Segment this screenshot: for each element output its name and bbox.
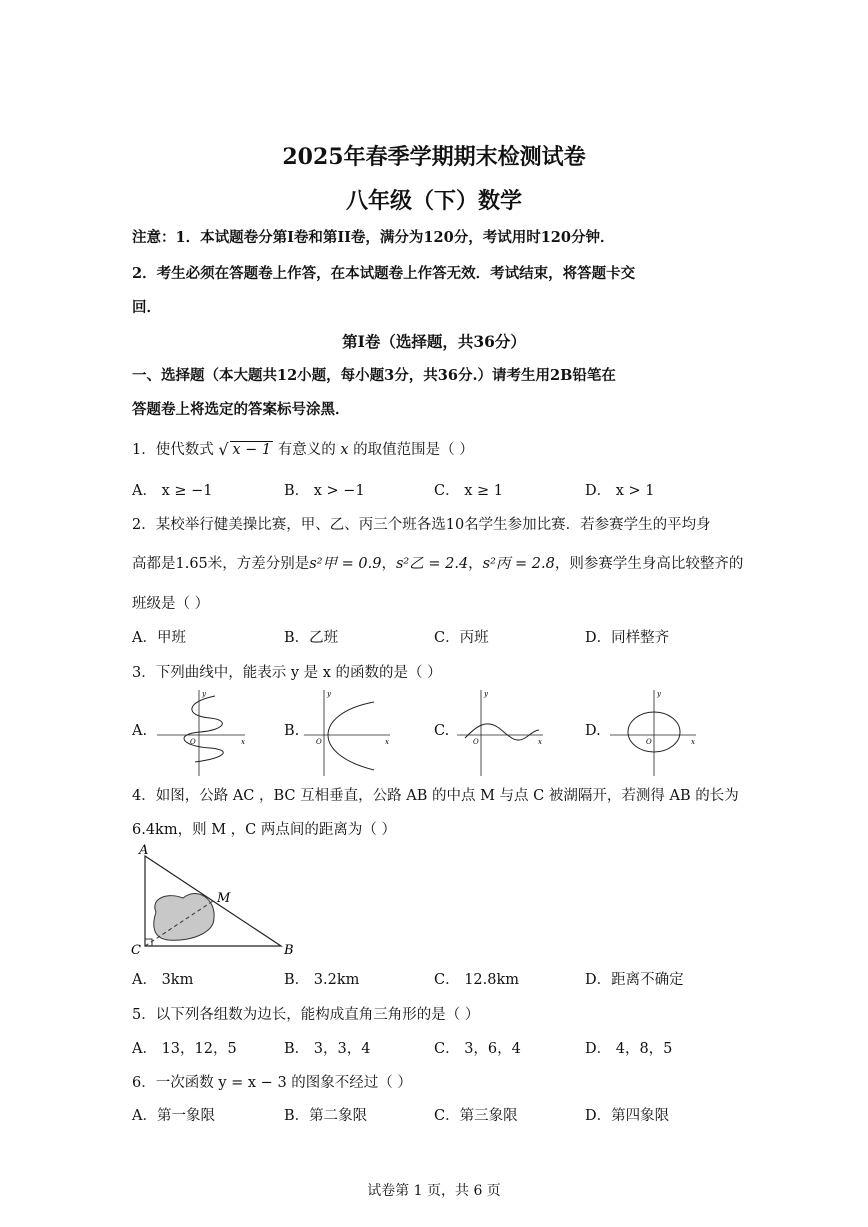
q1-option-c: C． x ≥ 1 xyxy=(434,483,503,499)
q5-option-c: C． 3，6，4 xyxy=(434,1041,521,1057)
question-1 xyxy=(132,438,474,459)
triangle-lake-figure xyxy=(128,842,303,960)
graph-a-origin: O xyxy=(190,738,196,746)
q4-option-a: A． 3km xyxy=(132,972,194,988)
graph-b-x-label: x xyxy=(385,738,389,746)
q3-option-d: D. xyxy=(585,723,601,739)
q6-option-c: C．第三象限 xyxy=(434,1108,518,1124)
notice-line-2: 2．考生必须在答题卷上作答，在本试题卷上作答无效．考试结束，将答题卡交 xyxy=(132,265,636,282)
q4-option-d: D．距离不确定 xyxy=(585,972,684,988)
q4-option-b: B． 3.2km xyxy=(284,972,360,988)
q1-option-b: B． x > −1 xyxy=(284,483,365,499)
label-a: A xyxy=(139,843,149,858)
graph-c-origin: O xyxy=(473,738,479,746)
q2-option-b: B．乙班 xyxy=(284,630,339,646)
q2-option-a: A．甲班 xyxy=(132,630,186,646)
question-4-line-1: 4．如图，公路 AC ，BC 互相垂直，公路 AB 的中点 M 与点 C 被湖隔开，若测得 AB 的长为 xyxy=(132,788,739,804)
graph-c-x-label: x xyxy=(538,738,542,746)
exam-title: 2025年春季学期期末检测试卷 xyxy=(282,144,586,170)
q1-option-d: D． x > 1 xyxy=(585,483,655,499)
graph-a-y-label: y xyxy=(202,690,206,698)
q4-option-c: C． 12.8km xyxy=(434,972,520,988)
graph-b-origin: O xyxy=(316,738,322,746)
q1-option-a: A． x ≥ −1 xyxy=(132,483,213,499)
question-5: 5．以下列各组数为边长，能构成直角三角形的是（ ） xyxy=(132,1007,480,1023)
question-3: 3．下列曲线中，能表示 y 是 x 的函数的是（ ） xyxy=(132,665,442,681)
graph-d-x-label: x xyxy=(691,738,695,746)
graph-d-origin: O xyxy=(646,738,652,746)
question-6: 6．一次函数 y = x − 3 的图象不经过（ ） xyxy=(132,1075,412,1091)
q5-option-b: B． 3，3，4 xyxy=(284,1041,371,1057)
label-b: B xyxy=(284,943,294,958)
graph-d xyxy=(608,688,703,778)
q1-variable: x xyxy=(340,442,349,458)
q2-option-d: D．同样整齐 xyxy=(585,630,670,646)
question-2-line-2: 高都是1.65米，方差分别是s²甲 = 0.9，s²乙 = 2.4，s²丙 = 2.8，则参赛学生身高比较整齐的 xyxy=(132,556,744,572)
q3-option-a: A. xyxy=(132,723,148,739)
question-4-line-2: 6.4km，则 M ，C 两点间的距离为（ ） xyxy=(132,822,396,838)
lake-shape xyxy=(154,894,214,941)
q5-option-a: A． 13，12，5 xyxy=(132,1041,237,1057)
label-c: C xyxy=(131,943,141,958)
graph-c-y-label: y xyxy=(484,690,488,698)
graph-d-y-label: y xyxy=(657,690,661,698)
graph-a-x-label: x xyxy=(241,738,245,746)
page-footer: 试卷第 1 页，共 6 页 xyxy=(367,1183,501,1199)
q5-option-d: D． 4，8，5 xyxy=(585,1041,673,1057)
section-intro-1: 一、选择题（本大题共12小题，每小题3分，共36分.）请考生用2B铅笔在 xyxy=(132,367,616,384)
sqrt-expression: √ x − 1 xyxy=(218,440,272,459)
question-2-line-1: 2．某校举行健美操比赛，甲、乙、丙三个班各选10名学生参加比赛．若参赛学生的平均身 xyxy=(132,517,711,533)
question-2-line-3: 班级是（ ） xyxy=(132,596,210,612)
notice-line-1: 注意：1．本试题卷分第I卷和第II卷，满分为120分，考试用时120分钟． xyxy=(132,229,615,246)
graph-a xyxy=(155,688,250,778)
graph-b-y-label: y xyxy=(327,690,331,698)
q2-line2-suffix: ，则参赛学生身高比较整齐的 xyxy=(554,556,744,572)
variance-yi: s²乙 = 2.4 xyxy=(395,556,469,572)
label-m: M xyxy=(217,891,231,906)
section-intro-2: 答题卷上将选定的答案标号涂黑． xyxy=(132,401,350,418)
q1-mid: 有意义的 xyxy=(277,442,336,458)
exam-subtitle: 八年级（下）数学 xyxy=(345,188,522,214)
q2-option-c: C．丙班 xyxy=(434,630,489,646)
graph-b-curve xyxy=(328,702,374,770)
q3-option-c: C. xyxy=(434,723,450,739)
graph-b xyxy=(302,688,397,778)
q6-option-d: D．第四象限 xyxy=(585,1108,670,1124)
notice-line-3: 回． xyxy=(132,299,161,316)
section-title: 第I卷（选择题，共36分） xyxy=(342,332,526,351)
q2-line2-prefix: 高都是1.65米，方差分别是 xyxy=(132,556,310,572)
q6-option-b: B．第二象限 xyxy=(284,1108,368,1124)
q1-suffix: 的取值范围是（ ） xyxy=(353,442,474,458)
q1-prefix: 1．使代数式 xyxy=(132,442,214,458)
variance-jia: s²甲 = 0.9 xyxy=(309,556,382,572)
graph-c xyxy=(455,688,550,778)
q1-radicand: x − 1 xyxy=(232,442,272,458)
q6-option-a: A．第一象限 xyxy=(132,1108,215,1124)
graph-a-curve xyxy=(184,696,223,762)
variance-bing: s²丙 = 2.8 xyxy=(482,556,555,572)
q3-option-b: B. xyxy=(284,723,300,739)
